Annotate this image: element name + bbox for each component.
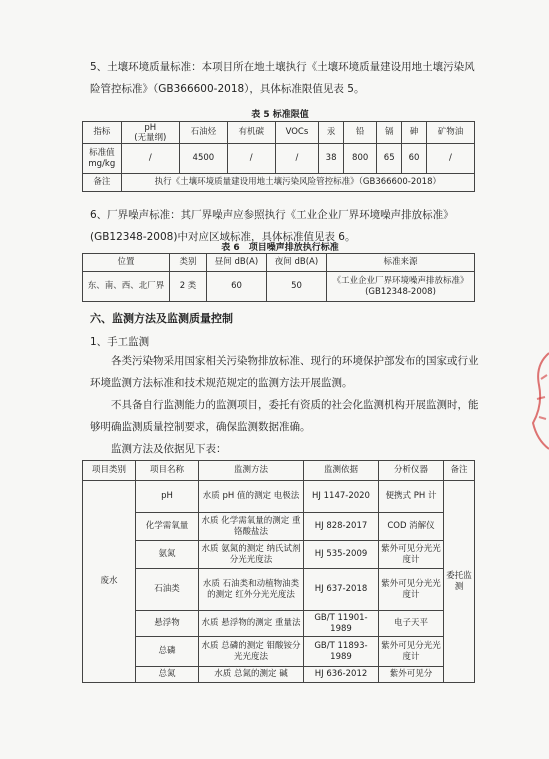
table5-value-row [83, 144, 475, 174]
table5-header-cell: pH (无量纲) [121, 122, 179, 144]
table5-header-row [83, 122, 475, 144]
table5-note-text: 执行《土壤环境质量建设用地土壤污染风险管控标准》（GB366600-2018） [121, 174, 474, 192]
table7-header-cell: 项目类别 [83, 461, 136, 481]
table5-header-cell: 石油烃 [179, 122, 227, 144]
table5-header-cell: VOCs [275, 122, 319, 144]
table7-cell: 总氮 [136, 667, 199, 683]
table7-cell: HJ 535-2009 [304, 541, 379, 569]
table5-soil-limits [82, 121, 475, 192]
table7-cell: 水质 悬浮物的测定 重量法 [199, 611, 304, 637]
table7-row [83, 481, 475, 513]
table7-header-row [83, 461, 475, 481]
table7-cell: 紫外可见分光光度计 [379, 569, 444, 611]
table6-header-cell: 标准来源 [327, 254, 475, 272]
table7-cell: 氨氮 [136, 541, 199, 569]
paragraph-noise-standard: 6、厂界噪声标准：其厂界噪声应参照执行《工业企业厂界环境噪声排放标准》(GB12348-2008)中对应区域标准，具体标准值见表 6。 [90, 209, 454, 243]
table7-cell: 水质 总氮的测定 碱 [199, 667, 304, 683]
table7-cell: 水质 化学需氧量的测定 重铬酸盐法 [199, 513, 304, 541]
table5-note-label: 备注 [83, 174, 122, 192]
table5-header-cell: 矿物油 [426, 122, 474, 144]
table5-cell: 60 [402, 144, 427, 174]
paragraph-outsourced-monitoring: 不具备自行监测能力的监测项目，委托有资质的社会化监测机构开展监测时，能够明确监测质量控制要求，确保监测数据准确。 [90, 399, 479, 433]
table5-cell: / [426, 144, 474, 174]
table7-row [83, 569, 475, 611]
table7-cell: pH [136, 481, 199, 513]
paragraph-monitoring-methods: 各类污染物采用国家相关污染物排放标准、现行的环境保护部发布的国家或行业环境监测方法标准和技术规范规定的监测方法开展监测。 [90, 355, 479, 389]
table5-header-cell: 指标 [83, 122, 122, 144]
table5-header-cell: 镉 [377, 122, 402, 144]
table7-cell: 水质 总磷的测定 钼酸铵分光光度法 [199, 637, 304, 667]
table7-cell: 电子天平 [379, 611, 444, 637]
table6-cell: 60 [207, 272, 267, 302]
table5-header-cell: 砷 [402, 122, 427, 144]
table7-cell: 水质 pH 值的测定 电极法 [199, 481, 304, 513]
paragraph-table-intro: 监测方法及依据见下表： [111, 443, 227, 455]
table7-cell: 便携式 PH 计 [379, 481, 444, 513]
table7-cell: GB/T 11893-1989 [304, 637, 379, 667]
paragraph-soil-standard: 5、土壤环境质量标准：本项目所在地土壤执行《土壤环境质量建设用地土壤污染风险管控标准》（GB366600-2018），具体标准限值见表 5。 [90, 61, 475, 95]
table7-cell: HJ 1147-2020 [304, 481, 379, 513]
table5-cell: 38 [319, 144, 344, 174]
table6-header-cell: 昼间 dB(A) [207, 254, 267, 272]
table7-cell: 紫外可见分 [379, 667, 444, 683]
table6-header-cell: 夜间 dB(A) [267, 254, 327, 272]
table6-value-row [83, 272, 475, 302]
table7-cell: HJ 828-2017 [304, 513, 379, 541]
table5-cell: 标准值 mg/kg [83, 144, 122, 174]
table5-cell: 4500 [179, 144, 227, 174]
table6-cell: 50 [267, 272, 327, 302]
table5-header-cell: 有机碳 [227, 122, 275, 144]
table6-cell: 2 类 [170, 272, 207, 302]
table5-note-row [83, 174, 475, 192]
table7-cell: HJ 636-2012 [304, 667, 379, 683]
table6-cell: 《工业企业厂界环境噪声排放标准》(GB12348-2008) [327, 272, 475, 302]
table7-cell: GB/T 11901-1989 [304, 611, 379, 637]
table5-header-cell: 汞 [319, 122, 344, 144]
table5-header-cell: 铅 [344, 122, 377, 144]
red-seal-stamp [529, 345, 549, 455]
table7-row [83, 611, 475, 637]
table7-cell: 紫外可见分光光度计 [379, 541, 444, 569]
table5-cell: / [275, 144, 319, 174]
table7-header-cell: 监测依据 [304, 461, 379, 481]
table6-header-cell: 类别 [170, 254, 207, 272]
table5-caption: 表 5 标准限值 [251, 110, 309, 120]
table5-cell: / [121, 144, 179, 174]
table5-cell: 800 [344, 144, 377, 174]
table5-cell: / [227, 144, 275, 174]
table6-header-row [83, 254, 475, 272]
table7-row [83, 513, 475, 541]
table7-header-cell: 分析仪器 [379, 461, 444, 481]
table7-header-cell: 备注 [444, 461, 475, 481]
table7-remark-cell: 委托监测 [444, 481, 475, 683]
table7-row [83, 637, 475, 667]
table7-cell: 化学需氧量 [136, 513, 199, 541]
table5-cell: 65 [377, 144, 402, 174]
section6-heading: 六、监测方法及监测质量控制 [90, 312, 233, 325]
table6-caption: 表 6 项目噪声排放执行标准 [221, 243, 339, 253]
table7-monitoring-methods [82, 460, 475, 683]
table7-cell: 紫外可见分光光度计 [379, 637, 444, 667]
subsection1-heading: 1、手工监测 [90, 336, 150, 348]
table7-row [83, 541, 475, 569]
table6-noise-limits [82, 253, 475, 302]
table7-row [83, 667, 475, 683]
table7-cell: HJ 637-2018 [304, 569, 379, 611]
table7-header-cell: 监测方法 [199, 461, 304, 481]
table7-cell: 石油类 [136, 569, 199, 611]
table6-cell: 东、南、西、北厂界 [83, 272, 170, 302]
table7-header-cell: 项目名称 [136, 461, 199, 481]
table7-cell: COD 消解仪 [379, 513, 444, 541]
table7-cell: 水质 石油类和动植物油类的测定 红外分光光度法 [199, 569, 304, 611]
table6-header-cell: 位置 [83, 254, 170, 272]
table7-cell: 水质 氨氮的测定 纳氏试剂分光光度法 [199, 541, 304, 569]
table7-cell: 总磷 [136, 637, 199, 667]
table7-cell: 悬浮物 [136, 611, 199, 637]
table7-category-cell: 废水 [83, 481, 136, 683]
